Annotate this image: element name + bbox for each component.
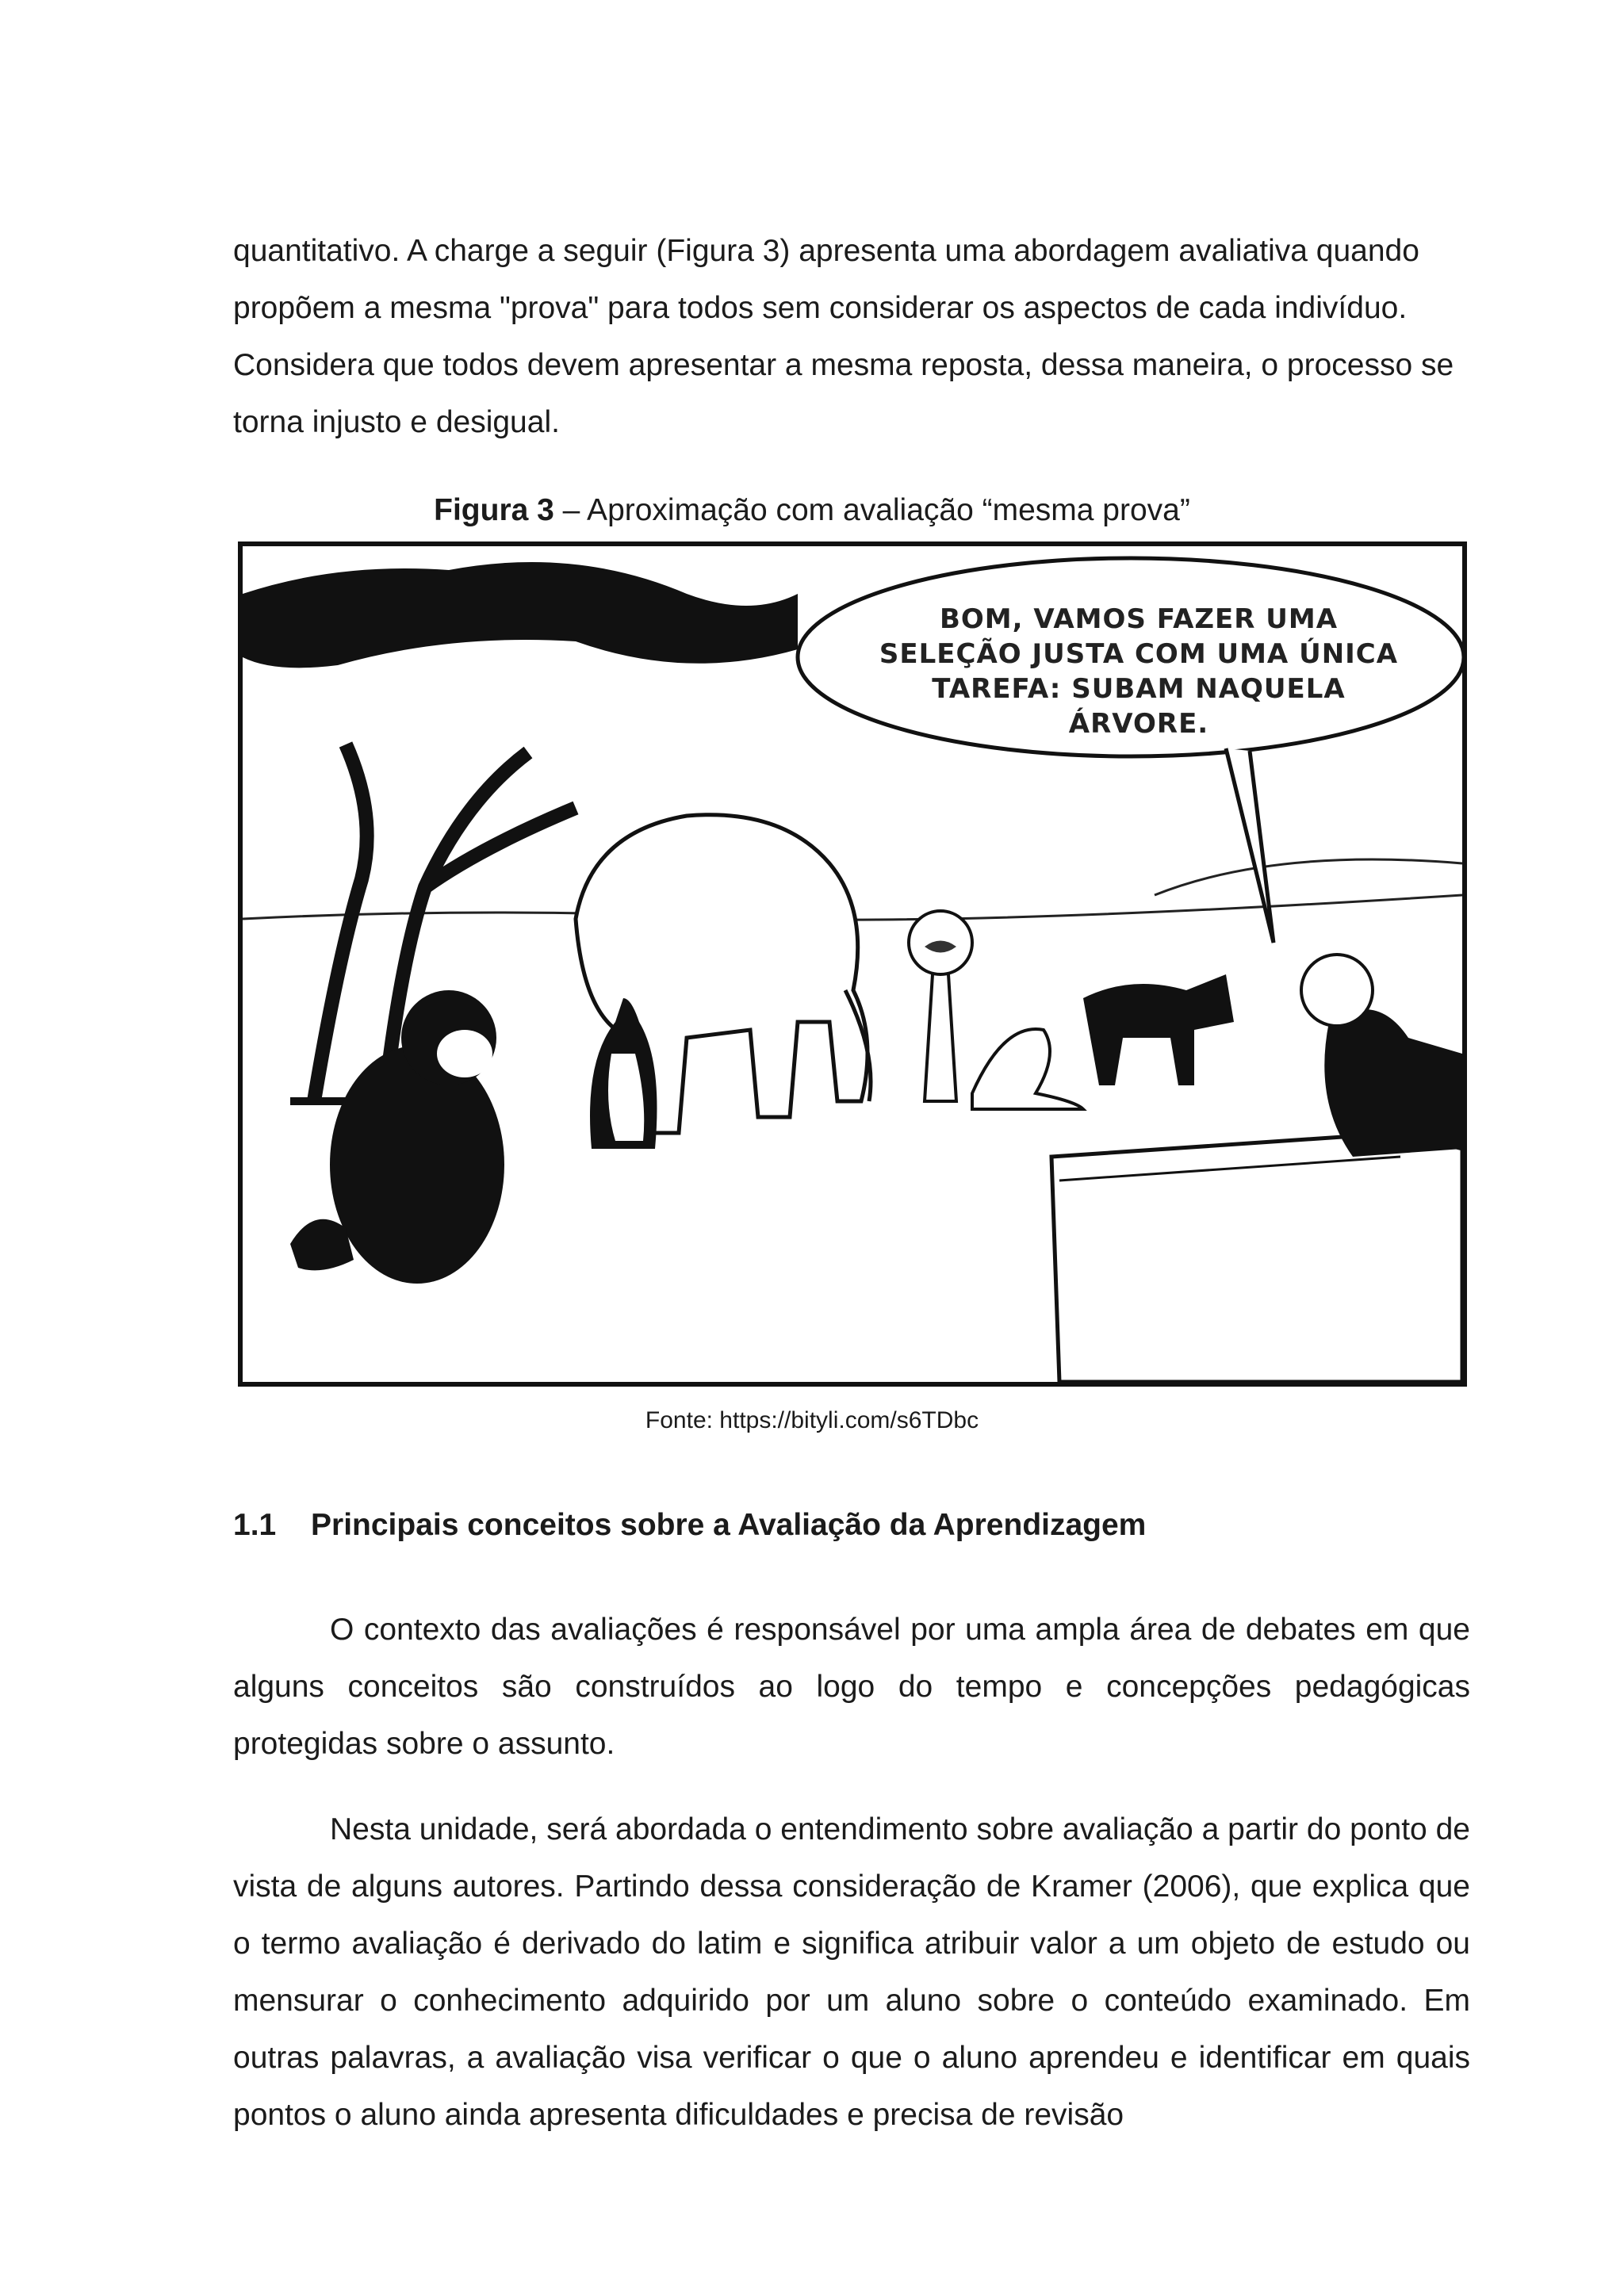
section-heading [233,1502,1146,1549]
figure-caption [0,487,1624,534]
man-icon [1324,1009,1462,1157]
cartoon-figure [238,541,1467,1387]
paragraph-unit: Nesta unidade, será abordada o entendimento sobre avaliação a partir do ponto de vista de alguns autores. Partindo dessa consideração de Kramer (2006), que explica que o termo avaliação é derivado do latim e significa atribuir valor a um objeto de estudo ou mensurar o conhecimento adquirido por um aluno sobre o conteúdo examinado. Em outras palavras, a avaliação visa verificar o que o aluno aprendeu e identificar em quais pontos o aluno ainda apresenta dificuldades e precisa de revisão [233,1812,1470,2132]
desk-icon [1051,1133,1462,1382]
paragraph-context: O contexto das avaliações é responsável por uma ampla área de debates em que alguns conceitos são construídos ao logo do tempo e concepções pedagógicas protegidas sobre o assunto. [233,1613,1470,1761]
figure-caption-text: – Aproximação com avaliação “mesma prova” [553,493,1190,527]
seal-icon [972,1029,1083,1109]
paragraph-intro: quantitativo. A charge a seguir (Figura 3) apresenta uma abordagem avaliativa quando propõem a mesma "prova" para todos sem considerar os aspectos de cada indivíduo. Considera que todos devem apresentar a mesma reposta, dessa maneira, o processo se torna injusto e desigual. [233,234,1454,439]
section-number: 1.1 [233,1508,277,1542]
monkey-icon [330,1046,504,1284]
figure-source: Fonte: https://bityli.com/s6TDbc [645,1407,979,1433]
speech-bubble-text: BOM, VAMOS FAZER UMA SELEÇÃO JUSTA COM UMA ÚNICA TAREFA: SUBAM NAQUELA ÁRVORE. [879,603,1399,740]
section-title: Principais conceitos sobre a Avaliação da Aprendizagem [311,1508,1147,1542]
dog-icon [1083,974,1234,1085]
figure-caption-label: Figura 3 [434,493,554,527]
